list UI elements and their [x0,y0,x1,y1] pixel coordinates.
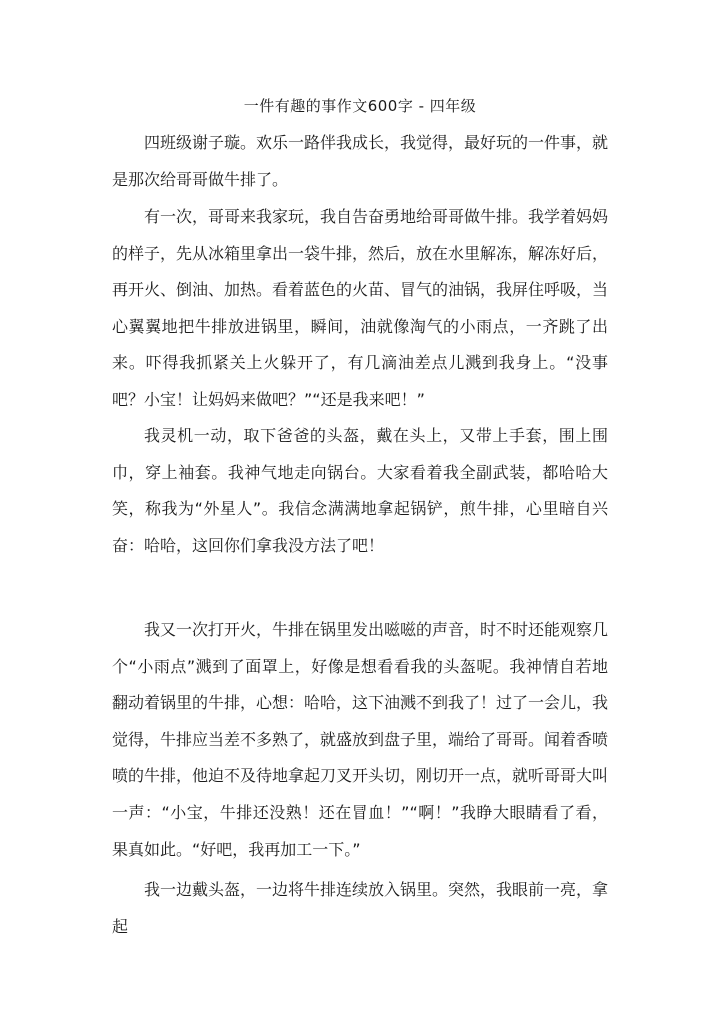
paragraph-cooking-start: 有一次，哥哥来我家玩，我自告奋勇地给哥哥做牛排。我学着妈妈的样子，先从冰箱里拿出一袋牛排，然后，放在水里解冻，解冻好后，再开火、倒油、加热。看着蓝色的火苗、冒气的油锅，我屏住呼吸，当心翼翼地把牛排放进锅里，瞬间，油就像淘气的小雨点，一齐跳了出来。吓得我抓紧关上火躲开了，有几滴油差点儿溅到我身上。“没事吧？小宝！让妈妈来做吧？”“还是我来吧！” [112,207,609,409]
paragraph-continued: 我一边戴头盔，一边将牛排连续放入锅里。突然，我眼前一亮，拿起 [112,880,609,936]
essay-title: 一件有趣的事作文600字 - 四年级 [243,97,477,115]
paragraph-helmet: 我灵机一动，取下爸爸的头盔，戴在头上，又带上手套，围上围巾，穿上袖套。我神气地走向锅台。大家看着我全副武装，都哈哈大笑，称我为“外星人”。我信念满满地拿起锅铲，煎牛排，心里暗自兴奋：哈哈，这回你们拿我没方法了吧！ [112,426,608,555]
paragraph-intro: 四班级谢子璇。欢乐一路伴我成长，我觉得，最好玩的一件事，就是那次给哥哥做牛排了。 [112,133,609,189]
paragraph-second-try: 我又一次打开火，牛排在锅里发出嗞嗞的声音，时不时还能观察几个“小雨点”溅到了面罩上，好像是想看看我的头盔呢。我神情自若地翻动着锅里的牛排，心想：哈哈，这下油溅不到我了！过了一会儿，我觉得，牛排应当差不多熟了，就盛放到盘子里，端给了哥哥。闻着香喷喷的牛排，他迫不及待地拿起刀叉开头切，刚切开一点，就听哥哥大叫一声：“小宝，牛排还没熟！还在冒血！”“啊！”我睁大眼睛看了看，果真如此。“好吧，我再加工一下。” [112,620,609,859]
